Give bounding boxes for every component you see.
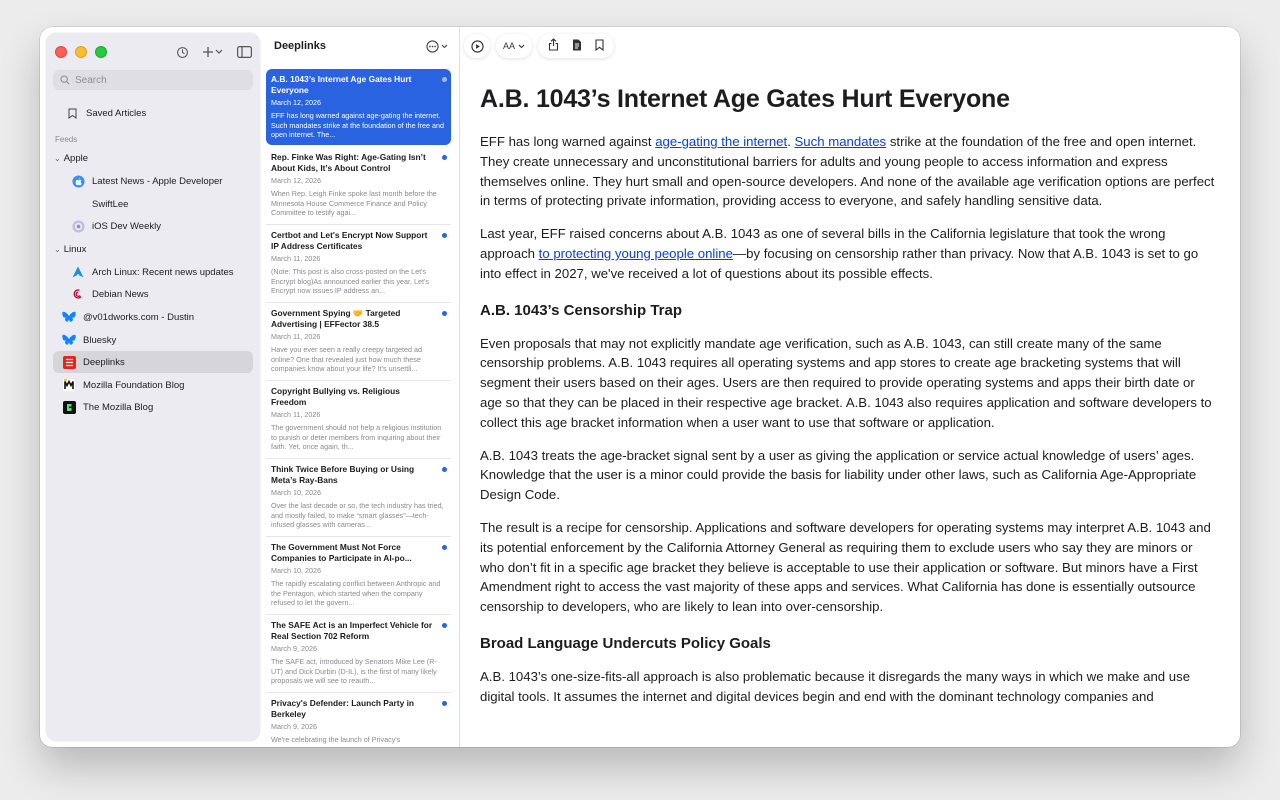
article-subheading: Broad Language Undercuts Policy Goals <box>480 634 771 652</box>
list-item[interactable] <box>266 303 451 381</box>
list-item-snippet: The SAFE act, introduced by Senators Mike Lee (R-UT) and Dick Durbin (D-IL), is the first of many likely proposals we will see to reauth... <box>271 657 437 685</box>
link-age-gating[interactable]: age-gating the internet <box>655 134 788 149</box>
list-item-snippet: EFF has long warned against age-gating the internet. Such mandates strike at the foundation of the free and open internet. The... <box>271 111 445 139</box>
unread-dot <box>442 701 447 706</box>
sidebar-toggle-icon[interactable] <box>237 43 252 61</box>
bookmark-icon <box>65 106 79 120</box>
sidebar-item-label: SwiftLee <box>92 198 129 210</box>
apple-developer-icon <box>71 174 85 188</box>
list-item-date: March 12, 2026 <box>271 98 321 107</box>
list-item-snippet: (Note: This post is also cross-posted on the Let's Encrypt blog)As announced earlier this year, Let's Encrypt now issues IP address an... <box>271 267 429 295</box>
list-item[interactable] <box>266 459 451 537</box>
list-item-title: Privacy's Defender: Launch Party in Berkeley <box>271 698 415 719</box>
sidebar-item-label: Arch Linux: Recent news updates <box>92 266 234 278</box>
butterfly-icon <box>62 333 76 347</box>
article-paragraph: A.B. 1043 treats the age-bracket signal sent by a user as giving the application or service actual knowledge of users’ ages. Knowledge that the user is a minor could provide the basis for liability under other laws, such as California Age-Appropriate Design Code. <box>480 447 1197 503</box>
list-item-snippet: Have you ever seen a really creepy targeted ad online? One that revealed just how much these companies know about your life? It's unsettli... <box>271 345 423 373</box>
list-item-snippet: When Rep. Leigh Finke spoke last month before the Minnesota House Commerce Finance and Policy Committee to testify agai... <box>271 189 437 217</box>
group-label: Apple <box>63 153 89 164</box>
article-reader <box>480 85 1220 747</box>
article-subheading: A.B. 1043’s Censorship Trap <box>480 301 683 319</box>
search-field[interactable] <box>53 70 253 90</box>
list-item-date: March 11, 2026 <box>271 254 321 263</box>
ellipsis-circle-icon <box>426 40 439 53</box>
article-paragraph: The result is a recipe for censorship. Applications and software developers for operating systems may interpret A.B. 1043 and its potential enforcement by the California Attorney General as requiring them to exclude users who say they are minors or who don’t fit in a specific age bracket they believe is acceptable to use their application or software. But minors have a First Amendment right to access the vast majority of these apps and services. What California has done is essentially outsource censorship to developers, who are likely to lean into over-censorship. <box>480 519 1211 615</box>
sidebar-item-ios-dev-weekly[interactable] <box>53 215 253 237</box>
search-input[interactable] <box>75 75 245 86</box>
sidebar-item-v01dworks[interactable] <box>53 306 253 328</box>
list-item-title: Certbot and Let's Encrypt Now Support IP Address Certificates <box>271 230 428 251</box>
debian-icon <box>71 287 85 301</box>
sidebar-item-label: Debian News <box>92 288 149 300</box>
add-feed-button[interactable] <box>203 43 223 61</box>
font-size-button[interactable] <box>496 34 532 58</box>
list-item-snippet: We're celebrating the launch of Privacy's <box>271 735 401 744</box>
font-size-label: AA <box>502 41 515 51</box>
sidebar-item-saved[interactable] <box>53 102 253 124</box>
unread-dot <box>442 467 447 472</box>
list-item[interactable] <box>266 381 451 459</box>
document-icon[interactable] <box>572 39 582 54</box>
list-item-date: March 9, 2026 <box>271 644 317 653</box>
more-options-button[interactable] <box>422 37 452 55</box>
list-item[interactable] <box>266 615 451 693</box>
link-such-mandates[interactable]: Such mandates <box>794 134 887 149</box>
sidebar-item-label: Mozilla Foundation Blog <box>83 379 185 391</box>
sidebar-item-label: iOS Dev Weekly <box>92 220 161 232</box>
chevron-down-icon: ⌄ <box>54 245 61 254</box>
article-paragraph: Even proposals that may not explicitly mandate age verification, such as A.B. 1043, can still create many of the same censorship problems. A.B. 1043 requires all operating systems and app stores to create age bracketing systems that will segment their users based on their ages. Users are then required to provide operating systems and apps their birth date or age so that they can be placed in their respective age bracket. A.B. 1043 also requires application and software developers to collect this age bracket information when a user want to use that software or application. <box>480 335 1212 430</box>
article-paragraph: Last year, EFF raised concerns about A.B. 1043 as one of several bills in the California legislature that took the wrong approach to protecting young people online—by focusing on censorship rather than privacy. Now that A.B. 1043 is set to go into effect in 2027, we've received a lot of questions about its possible effects. <box>480 226 1199 281</box>
chevron-down-icon: ⌄ <box>54 154 61 163</box>
sidebar-item-arch-linux[interactable] <box>53 261 253 283</box>
list-item-title: The SAFE Act is an Imperfect Vehicle for Real Section 702 Reform <box>271 620 433 641</box>
play-button[interactable] <box>464 34 490 58</box>
unread-dot <box>442 311 447 316</box>
arch-linux-icon <box>71 265 85 279</box>
sidebar <box>46 33 260 741</box>
minimize-window-button[interactable] <box>75 46 87 58</box>
swiftlee-icon <box>71 197 85 211</box>
eff-icon <box>62 355 76 369</box>
list-item-snippet: The rapidly escalating conflict between Anthropic and the Pentagon, which started when the company refused to let the govern... <box>271 579 441 607</box>
unread-dot <box>442 623 447 628</box>
close-window-button[interactable] <box>55 46 67 58</box>
link-protecting-young-people[interactable]: to protecting young people online <box>538 245 733 261</box>
sidebar-item-label: Latest News - Apple Developer <box>92 175 223 187</box>
group-linux[interactable] <box>54 244 86 255</box>
list-item-title: A.B. 1043’s Internet Age Gates Hurt Everyone <box>271 74 412 95</box>
list-item[interactable] <box>266 537 451 615</box>
list-item-date: March 10, 2026 <box>271 488 321 497</box>
list-item-snippet: Over the last decade or so, the tech industry has tried, and mostly failed, to make “smart glasses”—tech-infused glasses with cameras... <box>271 501 444 529</box>
mozilla-m-icon <box>62 378 76 392</box>
sidebar-item-apple-developer[interactable] <box>53 170 253 192</box>
chevron-down-icon <box>518 44 525 49</box>
butterfly-icon <box>62 310 76 324</box>
window-controls <box>55 46 107 58</box>
article-paragraph: A.B. 1043’s one-size-fits-all approach is also problematic because it disregards the many ways in which we make and use digital tools. It assumes the internet and digital devices begin and end with the dominant technology companies and <box>480 668 1191 704</box>
sidebar-item-swiftlee[interactable] <box>53 193 253 215</box>
zoom-window-button[interactable] <box>95 46 107 58</box>
unread-dot <box>442 233 447 238</box>
chevron-down-icon <box>441 44 448 49</box>
action-group <box>538 34 614 58</box>
refresh-icon[interactable] <box>176 43 189 61</box>
sidebar-item-label: Deeplinks <box>83 356 125 368</box>
unread-dot <box>442 545 447 550</box>
unread-dot <box>442 155 447 160</box>
list-item[interactable] <box>266 225 451 303</box>
list-item-date: March 10, 2026 <box>271 566 321 575</box>
list-item-snippet: The government should not help a religious institution to punish or deter members from inquiring about their faith. Yet, once again, th... <box>271 423 442 451</box>
globe-icon <box>71 219 85 233</box>
feeds-section-label: Feeds <box>55 135 78 144</box>
list-item[interactable] <box>266 69 451 145</box>
list-item-date: March 11, 2026 <box>271 332 321 341</box>
list-item[interactable] <box>266 693 451 747</box>
list-item-title: The Government Must Not Force Companies to Participate in AI-po... <box>271 542 412 563</box>
search-icon <box>60 75 70 85</box>
article-paragraph: EFF has long warned against age-gating the internet. Such mandates strike at the foundation of the free and open internet. They create unnecessary and unconstitutional barriers for adults and young people to access information and express themselves online. They hurt small and open-source developers. And none of the available age verification options are perfect in terms of protecting private information, providing access to everyone, and safely handling sensitive data. <box>480 134 1215 209</box>
unread-dot <box>442 77 447 82</box>
mozilla-blog-icon <box>62 400 76 414</box>
group-label: Linux <box>63 244 87 255</box>
sidebar-item-label: Saved Articles <box>86 107 147 119</box>
list-item-title: Copyright Bullying vs. Religious Freedom <box>271 386 400 407</box>
sidebar-item-label: Bluesky <box>83 334 117 346</box>
list-item-title: Rep. Finke Was Right: Age-Gating Isn’t About Kids, It’s About Control <box>271 152 426 173</box>
reader-toolbar <box>464 34 614 58</box>
article-title: A.B. 1043’s Internet Age Gates Hurt Everyone <box>480 85 1010 113</box>
sidebar-item-mozilla-foundation[interactable] <box>53 374 253 396</box>
pane-divider[interactable] <box>459 27 460 747</box>
list-item-title: Government Spying 🤝 Targeted Advertising | EFFector 38.5 <box>271 308 401 329</box>
play-circle-icon <box>471 40 484 53</box>
sidebar-item-debian-news[interactable] <box>53 283 253 305</box>
sidebar-item-label: The Mozilla Blog <box>83 401 154 413</box>
bookmark-icon[interactable] <box>595 39 604 54</box>
sidebar-item-bluesky[interactable] <box>53 329 253 351</box>
list-item-date: March 11, 2026 <box>271 410 321 419</box>
sidebar-item-mozilla-blog[interactable] <box>53 396 253 418</box>
list-title: Deeplinks <box>274 40 326 52</box>
list-item-title: Think Twice Before Buying or Using Meta’s Ray-Bans <box>271 464 415 485</box>
list-item-date: March 9, 2026 <box>271 722 317 731</box>
sidebar-item-deeplinks[interactable] <box>53 351 253 373</box>
list-item-date: March 12, 2026 <box>271 176 321 185</box>
app-window <box>40 27 1240 747</box>
share-icon[interactable] <box>548 38 559 54</box>
group-apple[interactable] <box>54 153 88 164</box>
article-list <box>266 69 452 747</box>
list-item[interactable] <box>266 147 451 225</box>
sidebar-item-label: @v01dworks.com - Dustin <box>83 311 195 323</box>
